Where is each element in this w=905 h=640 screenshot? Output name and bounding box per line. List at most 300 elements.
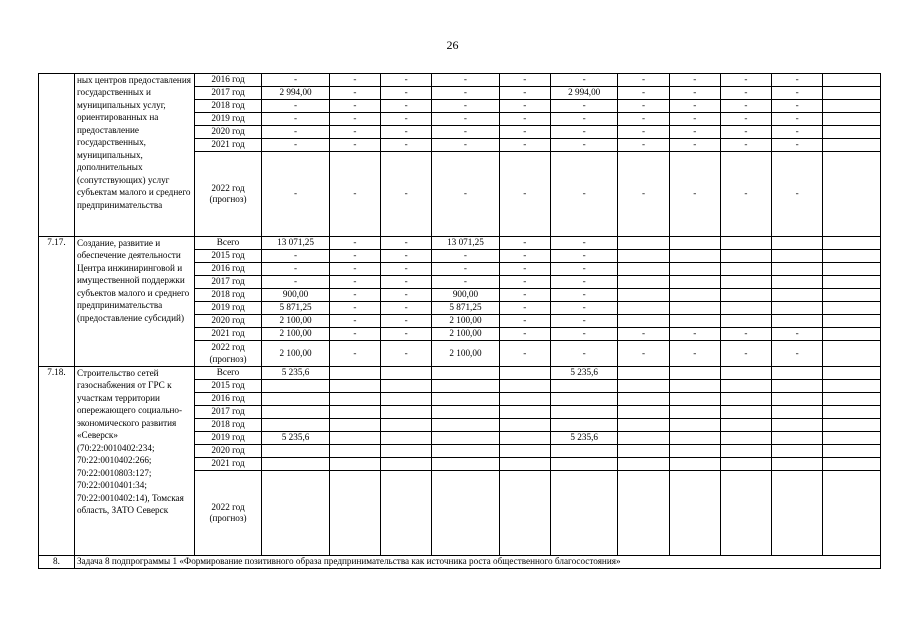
value-cell: - [499,328,550,341]
value-cell [772,367,823,380]
value-cell [823,341,881,367]
value-cell: - [772,100,823,113]
value-cell [550,471,618,556]
value-cell [823,471,881,556]
value-cell: - [381,100,432,113]
value-cell: - [499,341,550,367]
value-cell: - [329,289,380,302]
value-cell: - [262,100,330,113]
item-name: ных центров предоставления государственных и муниципальных услуг, ориентированных на предоставление государственных, муниципальных, дополнительных (сопутствующих) услуг субъектам малого и среднего предпринимательства [74,74,194,237]
value-cell: - [329,302,380,315]
value-cell: 2 994,00 [550,87,618,100]
value-cell: - [550,139,618,152]
value-cell [669,302,720,315]
value-cell [823,419,881,432]
value-cell: - [381,302,432,315]
value-cell [772,263,823,276]
value-cell: 2 994,00 [262,87,330,100]
table-row [39,74,881,87]
value-cell: - [669,87,720,100]
value-cell [262,393,330,406]
value-cell: - [550,302,618,315]
value-cell: - [772,328,823,341]
value-cell: 5 235,6 [550,432,618,445]
value-cell [772,419,823,432]
value-cell [618,458,669,471]
value-cell: - [720,100,771,113]
value-cell [669,276,720,289]
value-cell [720,315,771,328]
value-cell [618,263,669,276]
value-cell [329,393,380,406]
value-cell [772,302,823,315]
value-cell [329,419,380,432]
value-cell: - [499,276,550,289]
value-cell [618,406,669,419]
value-cell: - [381,113,432,126]
year-label: 2020 год [194,315,262,328]
value-cell: - [499,315,550,328]
year-label: Всего [194,367,262,380]
value-cell: 5 235,6 [550,367,618,380]
value-cell [772,276,823,289]
value-cell: 2 100,00 [432,315,500,328]
value-cell [432,471,500,556]
value-cell [618,315,669,328]
value-cell [669,419,720,432]
value-cell: - [329,263,380,276]
value-cell: - [499,302,550,315]
value-cell: - [432,126,500,139]
value-cell: - [432,100,500,113]
value-cell: - [720,139,771,152]
value-cell [669,367,720,380]
value-cell: - [550,276,618,289]
task-text: Задача 8 подпрограммы 1 «Формирование позитивного образа предпринимательства как источника роста общественного благосостояния» [74,556,880,569]
value-cell [669,432,720,445]
value-cell: - [329,328,380,341]
value-cell [381,445,432,458]
value-cell: - [262,152,330,237]
value-cell: 13 071,25 [262,237,330,250]
value-cell [669,458,720,471]
year-label: 2020 год [194,126,262,139]
value-cell: - [499,126,550,139]
value-cell: - [669,113,720,126]
value-cell [669,237,720,250]
value-cell: - [499,139,550,152]
item-name: Создание, развитие и обеспечение деятельности Центра инжиниринговой и имущественной поддержки субъектов малого и среднего предпринимательства (предоставление субсидий) [74,237,194,367]
value-cell: - [720,341,771,367]
value-cell [499,445,550,458]
value-cell: - [432,250,500,263]
value-cell [669,250,720,263]
value-cell: 900,00 [262,289,330,302]
value-cell: - [499,87,550,100]
value-cell: - [329,126,380,139]
value-cell [550,406,618,419]
value-cell: - [432,139,500,152]
value-cell: - [550,289,618,302]
value-cell [772,445,823,458]
value-cell [499,380,550,393]
year-label: Всего [194,237,262,250]
value-cell [432,393,500,406]
value-cell: - [262,263,330,276]
value-cell: 5 871,25 [432,302,500,315]
value-cell [329,445,380,458]
value-cell: - [618,87,669,100]
value-cell [381,471,432,556]
value-cell [823,380,881,393]
value-cell: - [262,74,330,87]
value-cell: - [432,74,500,87]
value-cell: - [432,113,500,126]
value-cell [823,100,881,113]
value-cell [329,471,380,556]
value-cell: 2 100,00 [262,328,330,341]
year-label: 2020 год [194,445,262,458]
value-cell [772,458,823,471]
value-cell: - [550,74,618,87]
value-cell [618,419,669,432]
value-cell: - [550,113,618,126]
value-cell [550,419,618,432]
task-number: 8. [39,556,75,569]
value-cell [823,289,881,302]
value-cell: - [381,250,432,263]
value-cell: - [499,152,550,237]
value-cell [499,367,550,380]
value-cell [720,302,771,315]
year-label: 2022 год (прогноз) [194,341,262,367]
value-cell: - [720,74,771,87]
year-label: 2022 год (прогноз) [194,152,262,237]
value-cell [618,471,669,556]
value-cell [618,393,669,406]
value-cell: 2 100,00 [432,341,500,367]
value-cell: - [720,87,771,100]
value-cell [720,393,771,406]
value-cell [262,406,330,419]
value-cell: - [499,289,550,302]
year-label: 2015 год [194,380,262,393]
value-cell: 2 100,00 [262,341,330,367]
value-cell: - [669,139,720,152]
value-cell: - [381,139,432,152]
year-label: 2016 год [194,263,262,276]
value-cell [550,380,618,393]
value-cell: - [329,341,380,367]
value-cell: - [669,74,720,87]
value-cell: - [772,126,823,139]
value-cell [618,289,669,302]
value-cell [432,406,500,419]
value-cell: - [262,113,330,126]
value-cell [823,432,881,445]
value-cell: - [550,126,618,139]
year-label: 2021 год [194,328,262,341]
value-cell [823,445,881,458]
value-cell: - [432,87,500,100]
value-cell [499,419,550,432]
year-label: 2021 год [194,139,262,152]
value-cell [720,419,771,432]
value-cell [550,393,618,406]
value-cell [432,419,500,432]
value-cell [329,432,380,445]
value-cell [823,74,881,87]
value-cell [432,367,500,380]
value-cell: - [499,237,550,250]
value-cell [823,263,881,276]
value-cell [262,471,330,556]
year-label: 2022 год (прогноз) [194,471,262,556]
year-label: 2017 год [194,87,262,100]
value-cell [381,380,432,393]
value-cell [823,367,881,380]
value-cell: - [720,113,771,126]
value-cell [772,289,823,302]
value-cell: - [772,74,823,87]
value-cell: - [329,315,380,328]
value-cell [618,432,669,445]
value-cell [720,263,771,276]
value-cell [823,250,881,263]
value-cell: - [720,328,771,341]
value-cell: - [329,113,380,126]
value-cell: - [499,113,550,126]
value-cell: - [329,250,380,263]
value-cell [381,393,432,406]
value-cell: - [329,74,380,87]
value-cell: - [618,126,669,139]
year-label: 2016 год [194,393,262,406]
value-cell: - [618,328,669,341]
value-cell: - [381,74,432,87]
value-cell: - [618,152,669,237]
value-cell: - [499,250,550,263]
year-label: 2018 год [194,419,262,432]
value-cell: 5 235,6 [262,367,330,380]
value-cell: - [772,139,823,152]
year-label: 2017 год [194,276,262,289]
value-cell [823,139,881,152]
value-cell: - [772,152,823,237]
value-cell [381,367,432,380]
value-cell [381,419,432,432]
value-cell [720,380,771,393]
value-cell [329,367,380,380]
value-cell: - [329,87,380,100]
value-cell: - [618,113,669,126]
value-cell [772,315,823,328]
value-cell: - [381,341,432,367]
value-cell: - [329,152,380,237]
item-number: 7.18. [39,367,75,556]
value-cell: - [381,328,432,341]
year-label: 2017 год [194,406,262,419]
value-cell [618,380,669,393]
value-cell [669,471,720,556]
year-label: 2021 год [194,458,262,471]
value-cell: 2 100,00 [432,328,500,341]
year-label: 2019 год [194,432,262,445]
value-cell: - [550,315,618,328]
value-cell: - [329,276,380,289]
value-cell [720,432,771,445]
value-cell [618,237,669,250]
value-cell [772,393,823,406]
value-cell: - [772,87,823,100]
value-cell [772,406,823,419]
value-cell [720,289,771,302]
value-cell [772,237,823,250]
value-cell: - [381,289,432,302]
value-cell [720,458,771,471]
value-cell [669,406,720,419]
value-cell: - [381,126,432,139]
value-cell: - [669,152,720,237]
value-cell: - [669,341,720,367]
value-cell: - [432,276,500,289]
value-cell: - [550,341,618,367]
value-cell: - [381,152,432,237]
value-cell [823,302,881,315]
value-cell: - [550,100,618,113]
value-cell [499,406,550,419]
value-cell [823,406,881,419]
value-cell: - [432,152,500,237]
value-cell: - [618,74,669,87]
value-cell: - [720,152,771,237]
year-label: 2016 год [194,74,262,87]
value-cell [823,276,881,289]
value-cell: 900,00 [432,289,500,302]
value-cell [823,393,881,406]
value-cell [499,458,550,471]
value-cell: - [618,341,669,367]
value-cell: - [329,100,380,113]
value-cell [823,87,881,100]
value-cell [720,237,771,250]
year-label: 2018 год [194,289,262,302]
value-cell [262,445,330,458]
value-cell [823,237,881,250]
value-cell [720,471,771,556]
value-cell: - [550,250,618,263]
value-cell: - [550,152,618,237]
value-cell: - [499,263,550,276]
value-cell [823,113,881,126]
value-cell: - [381,276,432,289]
value-cell [618,250,669,263]
value-cell: - [669,100,720,113]
value-cell [669,445,720,458]
value-cell: - [329,237,380,250]
value-cell: - [262,126,330,139]
value-cell: 2 100,00 [262,315,330,328]
value-cell [432,432,500,445]
value-cell [669,315,720,328]
value-cell [772,471,823,556]
value-cell [720,276,771,289]
value-cell: - [618,100,669,113]
value-cell [772,380,823,393]
value-cell: - [381,315,432,328]
value-cell [772,432,823,445]
value-cell: - [499,74,550,87]
year-label: 2015 год [194,250,262,263]
item-number: 7.17. [39,237,75,367]
value-cell: - [772,113,823,126]
value-cell: 5 235,6 [262,432,330,445]
value-cell: - [381,263,432,276]
value-cell [329,458,380,471]
value-cell [432,380,500,393]
year-label: 2018 год [194,100,262,113]
value-cell: - [432,263,500,276]
value-cell [720,250,771,263]
value-cell [381,432,432,445]
year-label: 2019 год [194,113,262,126]
value-cell: - [499,100,550,113]
page-number: 26 [446,38,459,52]
value-cell [618,445,669,458]
value-cell: - [550,237,618,250]
value-cell [329,406,380,419]
value-cell [823,152,881,237]
item-name: Строительство сетей газоснабжения от ГРС к участкам территории опережающего социально-экономического развития «Северск» (70:22:0010402:234; 70:22:0010402:266; 70:22:0010803:127; 70:22:0010401:34; 70:22:0010402:14), Томская область, ЗАТО Северск [74,367,194,556]
value-cell: - [772,341,823,367]
value-cell: - [262,139,330,152]
value-cell [669,380,720,393]
value-cell [669,393,720,406]
value-cell [550,445,618,458]
value-cell: - [720,126,771,139]
table-row [39,237,881,250]
item-number [39,74,75,237]
value-cell: - [262,250,330,263]
program-table [38,73,881,569]
task-row [39,556,881,569]
value-cell: - [550,328,618,341]
value-cell [618,367,669,380]
value-cell [432,445,500,458]
value-cell: - [381,237,432,250]
value-cell [720,445,771,458]
value-cell: - [669,328,720,341]
value-cell [499,432,550,445]
value-cell [550,458,618,471]
table-row [39,367,881,380]
value-cell [720,406,771,419]
value-cell [669,263,720,276]
value-cell [823,126,881,139]
value-cell [823,315,881,328]
value-cell [262,380,330,393]
value-cell: - [262,276,330,289]
value-cell [499,393,550,406]
value-cell: - [618,139,669,152]
value-cell: - [381,87,432,100]
value-cell [823,458,881,471]
value-cell [669,289,720,302]
year-label: 2019 год [194,302,262,315]
value-cell [720,367,771,380]
value-cell: - [329,139,380,152]
value-cell: 5 871,25 [262,302,330,315]
